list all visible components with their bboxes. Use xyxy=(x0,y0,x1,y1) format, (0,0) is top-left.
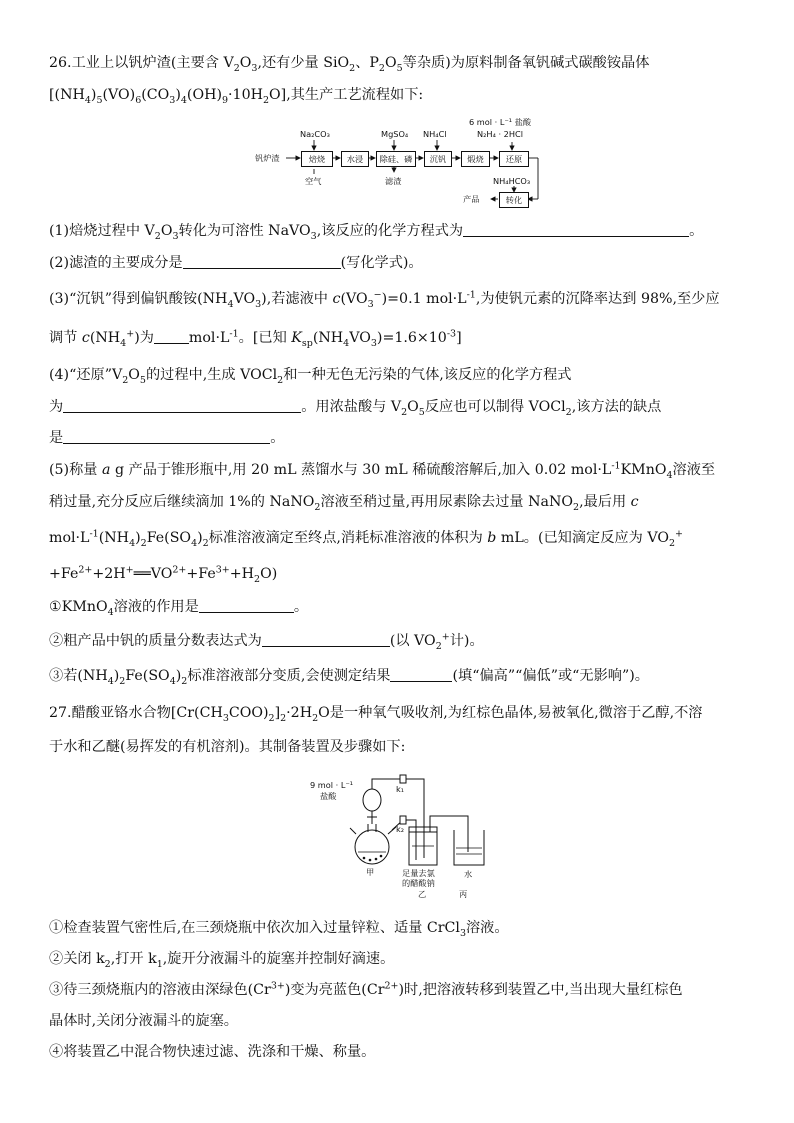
q26-part5-line3: $mol\cdot L^{-1}(NH_4)_2Fe(SO_4)_2$标准溶液滴定至终点,消耗标准溶液的体积为 b mL。(已知滴定反应为 $VO_2^+$ xyxy=(49,528,683,549)
label-bing: 丙 xyxy=(459,889,468,899)
q26-intro: 26.工业上以钒炉渣(主要含 $V_2O_3$,还有少量 SiO$_2$、$P_2O_5$等杂质)为原料制备氧钒碱式碳酸铵晶体 xyxy=(49,55,650,74)
q26-part5-line4: $+Fe^{2+}+2H^+══VO^{2+}+Fe^{3+}+H_2O$) xyxy=(49,564,278,585)
q26-part4-line2: 为 。用浓盐酸与 $V_2O_5$反应也可以制得 VOCl$_2$,该方法的缺点 xyxy=(49,399,662,418)
q26-sub2: ②粗产品中钒的质量分数表达式为 (以 $VO_2^+$计)。 xyxy=(49,631,484,652)
flow-step-calcine: 煅烧 xyxy=(461,151,490,167)
answer-blank-1[interactable] xyxy=(463,222,689,237)
q27-step4: ④将装置乙中混合物快速过滤、洗涤和干燥、称量。 xyxy=(49,1044,376,1060)
flow-reagent-nh4cl: NH₄Cl xyxy=(423,129,447,139)
q27-intro: 27.醋酸亚铬水合物$[Cr(CH_3COO)_2]_2\cdot 2H_2O$是一种氧气吸收剂,为红棕色晶体,易被氧化,微溶于乙醇,不溶 xyxy=(49,705,703,724)
answer-blank-5b[interactable] xyxy=(262,632,390,647)
answer-blank-2[interactable] xyxy=(183,254,341,269)
label-hydrochloric-acid: 盐酸 xyxy=(320,791,337,801)
flow-air: 空气 xyxy=(305,176,322,186)
flow-step-leach: 水浸 xyxy=(341,151,369,167)
flow-raw-material: 钒炉渣 xyxy=(255,153,280,163)
q27-step2: ②关闭 $k_2$,打开 $k_1$,旋开分液漏斗的旋塞并控制好滴速。 xyxy=(49,951,395,970)
answer-blank-4a[interactable] xyxy=(63,398,301,413)
flow-step-roast: 焙烧 xyxy=(301,151,333,167)
label-yi: 乙 xyxy=(418,889,427,899)
flow-step-precipitate-v: 沉钒 xyxy=(424,151,452,167)
label-water: 水 xyxy=(464,869,473,879)
q26-part4-line3: 是 。 xyxy=(49,430,285,446)
label-k2: k₂ xyxy=(396,824,405,834)
label-yi-reagent-1: 足量去氯 xyxy=(402,868,435,878)
label-jia: 甲 xyxy=(366,867,375,877)
q26-part3-line1: (3)“沉钒”得到偏钒酸铵$(NH_4VO_3)$,若滤液中 $c(VO_3^-)=0.1$ $mol\cdot L^{-1}$,为使钒元素的沉降率达到 98%,至少应 xyxy=(49,289,720,310)
answer-blank-3[interactable] xyxy=(154,329,189,344)
q26-formula: $[(NH_4)_5(VO)_6(CO_3)_4(OH)_9\cdot 10H_2O]$,其生产工艺流程如下: xyxy=(49,87,424,106)
q27-step3-line1: ③待三颈烧瓶内的溶液由深绿色$(Cr^{3+})$变为亮蓝色$(Cr^{2+})$时,把溶液转移到装置乙中,当出现大量红棕色 xyxy=(49,980,683,998)
flow-reagent-mgso4: MgSO₄ xyxy=(381,129,409,139)
q26-part5-line2: 稍过量,充分反应后继续滴加 1%的 NaNO$_2$溶液至稍过量,再用尿素除去过量 NaNO$_2$,最后用 c xyxy=(49,494,639,513)
q26-sub3: ③若$(NH_4)_2Fe(SO_4)_2$标准溶液部分变质,会使测定结果 (填“偏高”“偏低”或“无影响”)。 xyxy=(49,668,649,687)
q26-part3-line2: 调节 $c(NH_4^+)$为 $mol\cdot L^{-1}$。[已知 $K_{sp}(NH_4VO_3)=1.6\times 10^{-3}$] xyxy=(49,328,462,349)
process-flowchart xyxy=(255,116,545,208)
q26-part4-line1: (4)“还原$”V_2O_5$的过程中,生成 VOCl$_2$和一种无色无污染的气体,该反应的化学方程式 xyxy=(49,367,572,386)
q27-step3-line2: 晶体时,关闭分液漏斗的旋塞。 xyxy=(49,1013,238,1029)
label-yi-reagent-2: 的醋酸钠 xyxy=(402,878,435,888)
flow-product: 产品 xyxy=(463,194,480,204)
q26-part1: (1)焙烧过程中 $V_2O_3$转化为可溶性 NaVO$_3$,该反应的化学方程式为 。 xyxy=(49,223,704,242)
flow-step-remove-si-p: 除硅、磷 xyxy=(376,151,416,167)
q26-part5-line1: (5)称量 a g 产品于锥形瓶中,用 20 mL 蒸馏水与 30 mL 稀硫酸溶解后,加入 0.02 $mol\cdot L^{-1}KMnO_4$溶液至 xyxy=(49,460,716,481)
flow-reagent-n2h4: N₂H₄ · 2HCl xyxy=(477,129,524,139)
answer-blank-4b[interactable] xyxy=(63,429,270,444)
flow-step-convert: 转化 xyxy=(499,192,529,208)
q27-intro-line2: 于水和乙醚(易挥发的有机溶剂)。其制备装置及步骤如下: xyxy=(49,739,406,755)
flow-reagent-nh4hco3: NH₄HCO₃ xyxy=(493,176,531,186)
q27-step1: ①检查装置气密性后,在三颈烧瓶中依次加入过量锌粒、适量 CrCl$_3$溶液。 xyxy=(49,920,509,939)
flow-step-reduce: 还原 xyxy=(499,151,529,167)
answer-blank-5c[interactable] xyxy=(390,667,452,682)
label-acid-concentration: 9 mol · L⁻¹ xyxy=(310,780,354,790)
flow-residue: 滤渣 xyxy=(385,176,402,186)
q26-sub1: ①KMnO$_4$溶液的作用是 。 xyxy=(49,599,309,618)
flow-reagent-hcl: 6 mol · L⁻¹ 盐酸 xyxy=(469,117,532,127)
answer-blank-5a[interactable] xyxy=(199,598,294,613)
label-k1: k₁ xyxy=(396,784,405,794)
q26-part2: (2)滤渣的主要成分是 (写化学式)。 xyxy=(49,255,423,271)
flow-reagent-na2co3: Na₂CO₃ xyxy=(300,129,330,139)
apparatus-figure xyxy=(306,772,506,902)
